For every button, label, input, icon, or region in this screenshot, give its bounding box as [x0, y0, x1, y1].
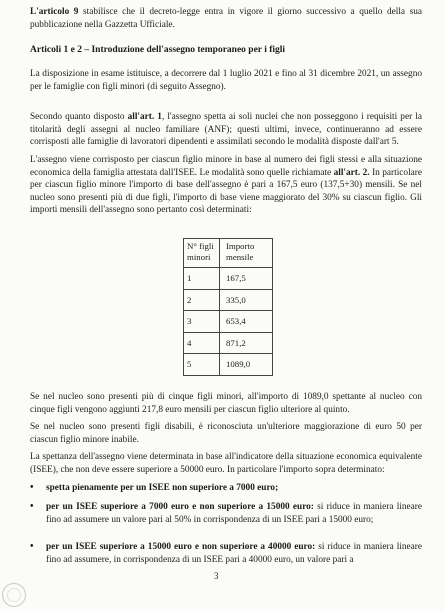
bullet-bold: per un ISEE superiore a 7000 euro e non superiore a 15000 euro:: [46, 502, 314, 512]
table-cell-figli: 3: [184, 311, 220, 333]
page-number: 3: [214, 571, 219, 581]
bullet-bold: per un ISEE superiore a 15000 euro e non superiore a 40000 euro:: [46, 542, 316, 552]
p2-bold-art1: all'art. 1: [127, 112, 162, 122]
table-row: [184, 268, 273, 290]
p3-text-b: In particolare per ciascun figlio minore l'importo di base dell'assegno è pari a 167,5 euro (137,5+30) mensili. Se nel nucleo sono presenti più di due figli, l'importo di base viene maggiorato del 30% su ciascun figlio. Gli importi mensili dell'assegno sono pertanto così determinati:: [30, 167, 423, 216]
paragraph-decorrenza: La disposizione in esame istituisce, a decorrere dal 1 luglio 2021 e fino al 31 dicembre 2021, un assegno per le famiglie con figli minori (di seguito Assegno).: [30, 69, 422, 92]
table-header-row: [184, 239, 273, 268]
bullet-icon: •: [30, 482, 34, 493]
bullet-icon: •: [30, 541, 34, 552]
table-header-importo: Importo mensile: [220, 239, 273, 268]
p3-bold-art: all'art.: [333, 167, 361, 178]
importi-table: [183, 238, 273, 376]
table-cell-importo: 1089,0: [220, 354, 273, 376]
table-row: [184, 311, 273, 333]
list-item: [30, 482, 422, 495]
section-heading: Articoli 1 e 2 – Introduzione dell'assegno temporaneo per i figli: [30, 45, 286, 55]
stamp-icon: [2, 583, 26, 607]
table-cell-figli: 2: [184, 289, 220, 311]
table-cell-importo: 167,5: [220, 268, 273, 290]
p3-bold-num: 2.: [362, 167, 370, 178]
paragraph-art2: [30, 154, 422, 217]
table-cell-figli: 1: [184, 268, 220, 290]
list-item: [30, 501, 422, 526]
list-item: [30, 541, 422, 566]
paragraph-isee: La spettanza dell'assegno viene determinata in base all'indicatore della situazione economica equivalente (ISEE), che non deve essere superiore a 50000 euro. In particolare l'importo sopra determinato:: [30, 452, 422, 475]
bullet-text: si riduce in maniera lineare fino ad assumere un valore pari al 50% in corrispondenza di un ISEE pari a 15000 euro;: [46, 502, 423, 525]
table-header-figli: N° figli minori: [184, 239, 220, 268]
paragraph-piu-di-cinque: Se nel nucleo sono presenti più di cinque figli minori, all'importo di 1089,0 spettante al nucleo con cinque figli vengono aggiunti 217,8 euro mensili per ciascun figlio ulteriore al quinto.: [30, 392, 422, 415]
table-cell-figli: 5: [184, 354, 220, 376]
table-row: [184, 332, 273, 354]
p2-text-b: , l'assegno spetta ai soli nuclei che non posseggono i requisiti per la titolarità degli assegni al nucleo familiare (ANF); questi ultimi, invece, continueranno ad essere corrisposti alle famiglie di lavoratori dipendenti e assimilati secondo le modalità disposte dall'art 5.: [30, 112, 422, 148]
bullet-bold: spetta pienamente per un ISEE non superiore a 7000 euro;: [46, 483, 279, 493]
p3-text-a: L'assegno viene corrisposto per ciascun figlio minore in base al numero dei figli stessi e alla situazione economica della famiglia attestata dall'ISEE. Le modalità sono quelle richiamate: [30, 155, 422, 178]
intro-bold-lead: L'articolo 9: [30, 7, 79, 17]
paragraph-disabili: Se nel nucleo sono presenti figli disabili, è riconosciuta un'ulteriore maggiorazione di euro 50 per ciascun figlio minore inabile.: [30, 422, 422, 445]
intro-paragraph: [30, 6, 422, 31]
table-row: [184, 354, 273, 376]
table-cell-importo: 871,2: [220, 332, 273, 354]
table-cell-importo: 653,4: [220, 311, 273, 333]
bullet-icon: •: [30, 501, 34, 512]
p2-text-a: Secondo quanto disposto: [30, 112, 128, 122]
table-cell-importo: 335,0: [220, 289, 273, 311]
table-cell-figli: 4: [184, 332, 220, 354]
paragraph-art1: [30, 111, 422, 149]
bullet-text: si riduce in maniera lineare fino ad assumere, in corrispondenza di un ISEE pari a 40000 euro, un valore pari a: [46, 542, 422, 565]
intro-text: stabilisce che il decreto-legge entra in vigore il giorno successivo a quello della sua pubblicazione nella Gazzetta Ufficiale.: [30, 7, 423, 30]
table-row: [184, 289, 273, 311]
